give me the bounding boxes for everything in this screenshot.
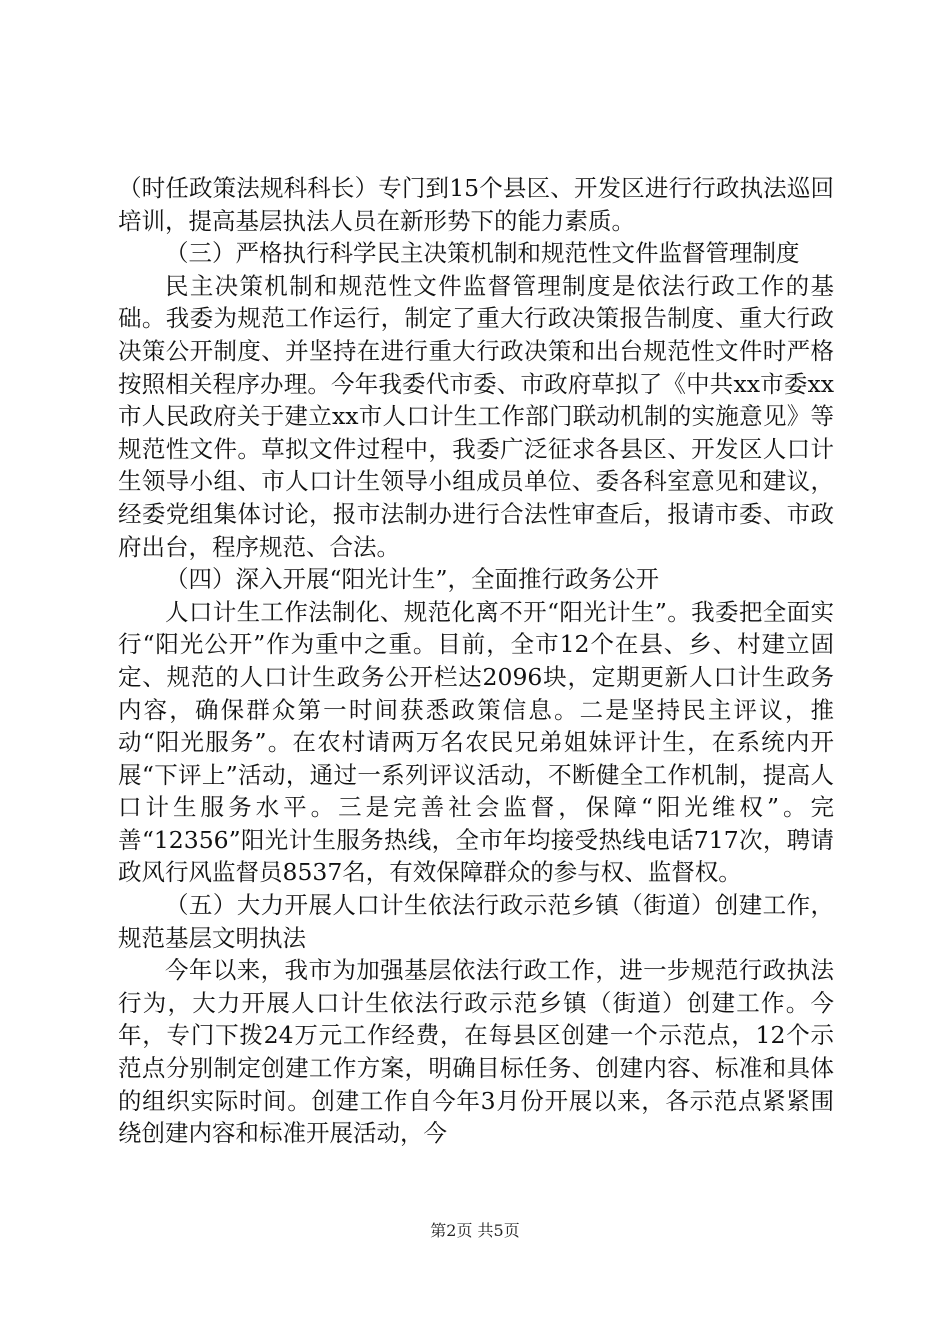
section-heading-5: （五）大力开展人口计生依法行政示范乡镇（街道）创建工作，规范基层文明执法	[118, 891, 834, 952]
section-heading-3: （三）严格执行科学民主决策机制和规范性文件监督管理制度	[165, 239, 800, 268]
paragraph: 今年以来，我市为加强基层依法行政工作，进一步规范行政执法行为，大力开展人口计生依法行政示范乡镇（街道）创建工作。今年，专门下拨24万元工作经费，在每县区创建一个示范点，12个示范点分别制定创建工作方案，明确目标任务、创建内容、标准和具体的组织实际时间。创建工作自今年3月份开展以来，各示范点紧紧围绕创建内容和标准开展活动，今	[118, 956, 834, 1148]
document-body	[118, 172, 834, 1150]
paragraph-continuation: （时任政策法规科科长）专门到15个县区、开发区进行行政执法巡回培训，提高基层执法人员在新形势下的能力素质。	[118, 174, 834, 235]
page-number-footer: 第2页 共5页	[430, 1221, 520, 1240]
section-heading-4: （四）深入开展“阳光计生”，全面推行政务公开	[165, 565, 660, 594]
paragraph: 民主决策机制和规范性文件监督管理制度是依法行政工作的基础。我委为规范工作运行，制定了重大行政决策报告制度、重大行政决策公开制度、并坚持在进行重大行政决策和出台规范性文件时严格按照相关程序办理。今年我委代市委、市政府草拟了《中共xx市委xx市人民政府关于建立xx市人口计生工作部门联动机制的实施意见》等规范性文件。草拟文件过程中，我委广泛征求各县区、开发区人口计生领导小组、市人口计生领导小组成员单位、委各科室意见和建议，经委党组集体讨论，报市法制办进行合法性审查后，报请市委、市政府出台，程序规范、合法。	[118, 271, 834, 561]
paragraph: 人口计生工作法制化、规范化离不开“阳光计生”。我委把全面实行“阳光公开”作为重中之重。目前，全市12个在县、乡、村建立固定、规范的人口计生政务公开栏达2096块，定期更新人口计生政务内容，确保群众第一时间获悉政策信息。二是坚持民主评议，推动“阳光服务”。在农村请两万名农民兄弟姐妹评计生，在系统内开展“下评上”活动，通过一系列评议活动，不断健全工作机制，提高人口计生服务水平。三是完善社会监督，保障“阳光维权”。完善“12356”阳光计生服务热线，全市年均接受热线电话717次，聘请政风行风监督员8537名，有效保障群众的参与权、监督权。	[118, 597, 834, 887]
